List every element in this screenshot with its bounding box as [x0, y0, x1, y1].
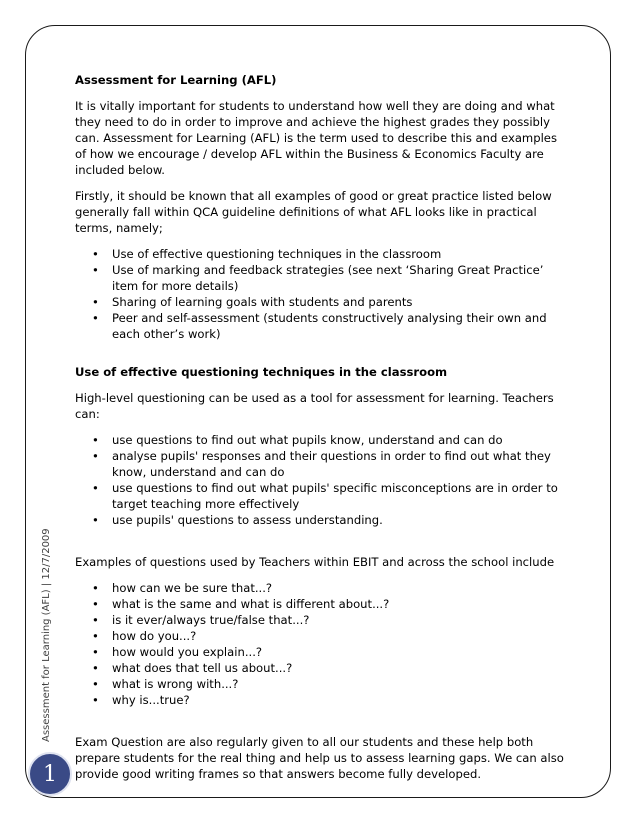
list-item: • Use of marking and feedback strategies (see next ‘Sharing Great Practice’ item for more details) — [112, 262, 565, 294]
example-questions-list — [75, 580, 565, 708]
list-item: • how can we be sure that...? — [112, 580, 565, 596]
list-item: • use questions to find out what pupils know, understand and can do — [112, 432, 565, 448]
list-item: • Sharing of learning goals with students and parents — [112, 294, 565, 310]
list-item: • is it ever/always true/false that...? — [112, 612, 565, 628]
list-item: • Use of effective questioning techniques in the classroom — [112, 246, 565, 262]
section-heading-afl: Assessment for Learning (AFL) — [75, 73, 277, 87]
teacher-actions-list — [75, 432, 565, 528]
list-item: • how do you...? — [112, 628, 565, 644]
list-item: • use pupils' questions to assess understanding. — [112, 512, 565, 528]
qca-paragraph: Firstly, it should be known that all examples of good or great practice listed below generally fall within QCA guideline definitions of what AFL looks like in practical terms, namely; — [75, 189, 552, 235]
exam-question-paragraph: Exam Question are also regularly given to all our students and these help both prepare students for the real thing and help us to assess learning gaps. We can also provide good writing frames so that answers become fully developed. — [75, 735, 564, 781]
section-heading-questioning: Use of effective questioning techniques in the classroom — [75, 365, 448, 379]
list-item: • what does that tell us about...? — [112, 660, 565, 676]
examples-paragraph: Examples of questions used by Teachers within EBIT and across the school include — [75, 555, 555, 569]
list-item: • Peer and self-assessment (students constructively analysing their own and each other’s work) — [112, 310, 565, 342]
intro-paragraph: It is vitally important for students to understand how well they are doing and what they need to do in order to improve and achieve the highest grades they possibly can. Assessment for Learning (AFL) is the term used to describe this and examples of how we encourage / develop AFL within the Business & Economics Faculty are included below. — [75, 99, 557, 177]
side-footer-label: Assessment for Learning (AFL) | 12/7/2009 — [41, 528, 52, 742]
questioning-paragraph: High-level questioning can be used as a tool for assessment for learning. Teachers can: — [75, 391, 554, 421]
page-number-badge: 1 — [28, 752, 72, 796]
list-item: • why is...true? — [112, 692, 565, 708]
list-item: • what is the same and what is different about...? — [112, 596, 565, 612]
list-item: • how would you explain...? — [112, 644, 565, 660]
list-item: • analyse pupils' responses and their questions in order to find out what they know, understand and can do — [112, 448, 565, 480]
document-body — [75, 72, 565, 792]
list-item: • what is wrong with...? — [112, 676, 565, 692]
list-item: • use questions to find out what pupils' specific misconceptions are in order to target teaching more effectively — [112, 480, 565, 512]
afl-practice-list — [75, 246, 565, 342]
